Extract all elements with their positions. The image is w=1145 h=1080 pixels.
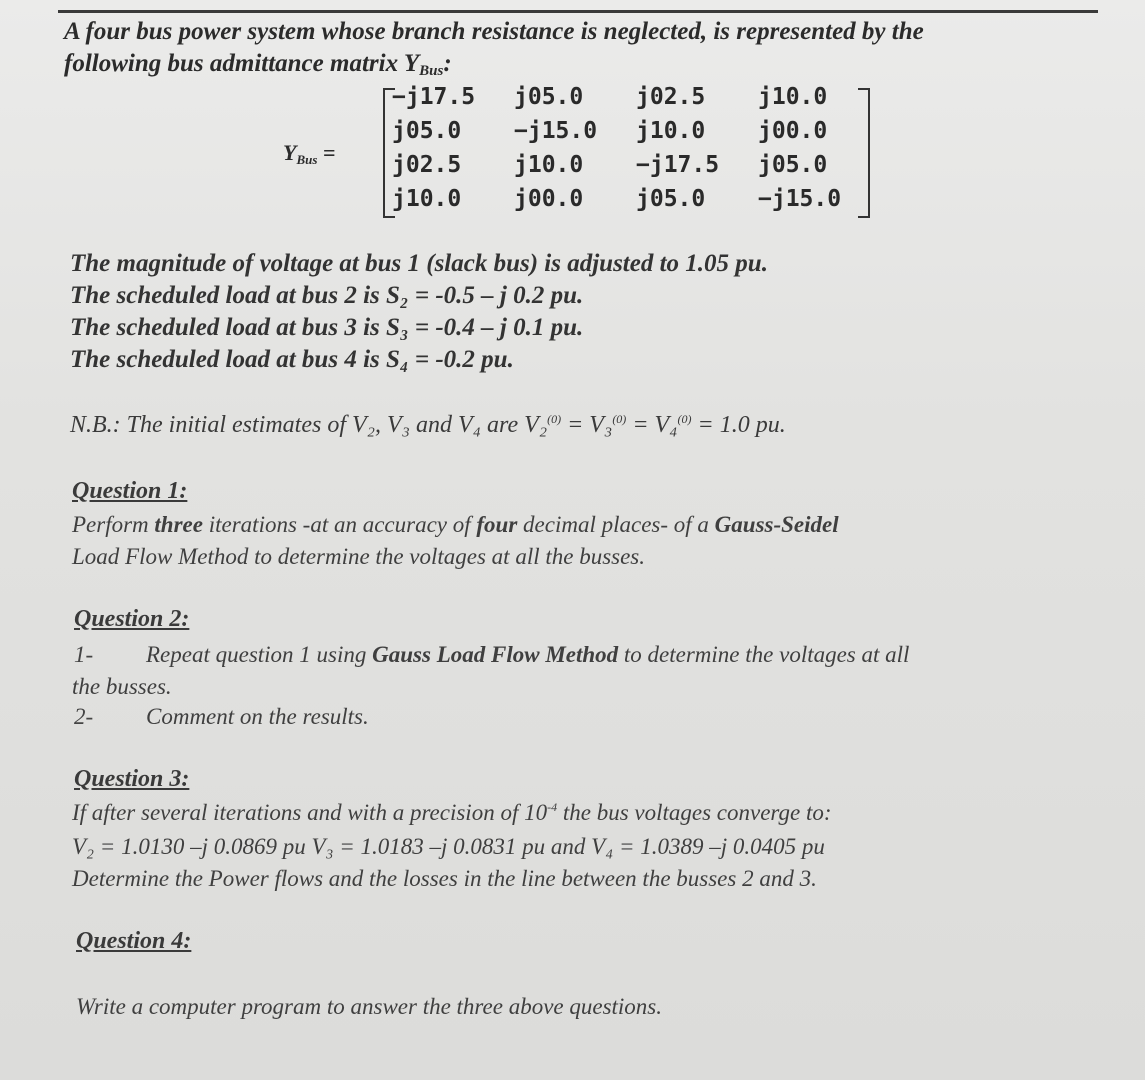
- question-3-voltages: V₂ = 1.0130 –j 0.0869 pu V₃ = 1.0183 –j 0.0831 pu and V₄ = 1.0389 –j 0.0405 pu: [72, 834, 825, 859]
- matrix-cell: j05.0: [758, 152, 828, 178]
- ybus-label: [283, 140, 335, 168]
- matrix-row: [392, 118, 880, 152]
- q3-sup: -4: [547, 800, 558, 814]
- question-2-item-1-cont: the busses.: [72, 674, 172, 699]
- matrix-cell: −j17.5: [392, 84, 476, 110]
- q2-text-c: to determine the voltages at all: [618, 642, 910, 667]
- question-1-line-1: [72, 512, 839, 538]
- matrix-cell: j05.0: [392, 118, 462, 144]
- matrix-cell: −j15.0: [758, 186, 842, 212]
- matrix-cell: j02.5: [392, 152, 462, 178]
- matrix-cell: j10.0: [392, 186, 462, 212]
- intro-line-2-sub: Bus: [419, 63, 444, 79]
- ybus-subscript: Bus: [296, 152, 318, 167]
- question-2-heading: Question 2:: [74, 606, 190, 632]
- intro-line-1: A four bus power system whose branch resistance is neglected, is represented by the: [64, 18, 924, 45]
- matrix-cell: j10.0: [514, 152, 584, 178]
- question-3-line-3: Determine the Power flows and the losses in the line between the busses 2 and 3.: [72, 866, 817, 891]
- matrix-cell: −j15.0: [514, 118, 598, 144]
- admittance-matrix: [392, 84, 880, 220]
- matrix-cell: j10.0: [636, 118, 706, 144]
- matrix-cell: j05.0: [636, 186, 706, 212]
- question-4-line-1: Write a computer program to answer the three above questions.: [76, 994, 663, 1019]
- q2-text-b: Gauss Load Flow Method: [372, 642, 619, 667]
- bus4-load: The scheduled load at bus 4 is S₄ = -0.2 pu.: [70, 346, 514, 373]
- question-4-heading: Question 4:: [76, 928, 192, 954]
- intro-line-2-text: following bus admittance matrix Y: [64, 50, 420, 77]
- ybus-equals: =: [322, 140, 336, 165]
- nb-mid-2: = V₄: [626, 412, 678, 438]
- top-divider: [58, 10, 1098, 13]
- nb-suffix: = 1.0 pu.: [691, 412, 786, 438]
- bus2-load: The scheduled load at bus 2 is S₂ = -0.5 – j 0.2 pu.: [70, 282, 584, 309]
- nb-mid-1: = V₃: [561, 412, 613, 438]
- q2-text-a: Repeat question 1 using: [146, 642, 373, 667]
- intro-line-2-suffix: :: [443, 50, 452, 77]
- question-2-item-1: [146, 642, 909, 668]
- ybus-symbol: Y: [283, 140, 297, 165]
- nb-prefix: N.B.: The initial estimates of V₂, V₃ and V₄ are V₂: [70, 412, 548, 438]
- question-3-heading: Question 3:: [74, 766, 190, 792]
- question-2-item-2: Comment on the results.: [146, 704, 369, 729]
- initial-estimates-note: [70, 412, 786, 439]
- question-3-line-1: [72, 800, 832, 826]
- intro-line-2: [64, 50, 452, 80]
- q1-text-e: decimal places- of a: [517, 512, 715, 537]
- nb-sup-1: (0): [547, 412, 562, 426]
- question-2-item-2-number: 2-: [74, 704, 94, 729]
- matrix-row: [392, 84, 880, 118]
- question-1-heading: Question 1:: [72, 478, 188, 504]
- matrix-row: [392, 152, 880, 186]
- q1-text-b: three: [154, 512, 203, 537]
- q1-text-d: four: [476, 512, 518, 537]
- matrix-cell: j05.0: [514, 84, 584, 110]
- question-1-line-2: Load Flow Method to determine the voltages at all the busses.: [72, 544, 646, 569]
- slack-bus-voltage: The magnitude of voltage at bus 1 (slack bus) is adjusted to 1.05 pu.: [70, 250, 768, 277]
- matrix-cell: j02.5: [636, 84, 706, 110]
- q3-text-b: the bus voltages converge to:: [557, 800, 832, 825]
- question-2-item-1-number: 1-: [74, 642, 94, 667]
- matrix-cell: j00.0: [514, 186, 584, 212]
- matrix-cell: j00.0: [758, 118, 828, 144]
- q1-text-c: iterations -at an accuracy of: [202, 512, 477, 537]
- q1-text-a: Perform: [72, 512, 155, 537]
- matrix-cell: j10.0: [758, 84, 828, 110]
- nb-sup-2: (0): [612, 412, 627, 426]
- q1-text-f: Gauss-Seidel: [714, 512, 839, 537]
- nb-sup-3: (0): [677, 412, 692, 426]
- bus3-load: The scheduled load at bus 3 is S₃ = -0.4 – j 0.1 pu.: [70, 314, 584, 341]
- matrix-row: [392, 186, 880, 220]
- q3-text-a: If after several iterations and with a precision of 10: [72, 800, 548, 825]
- matrix-cell: −j17.5: [636, 152, 720, 178]
